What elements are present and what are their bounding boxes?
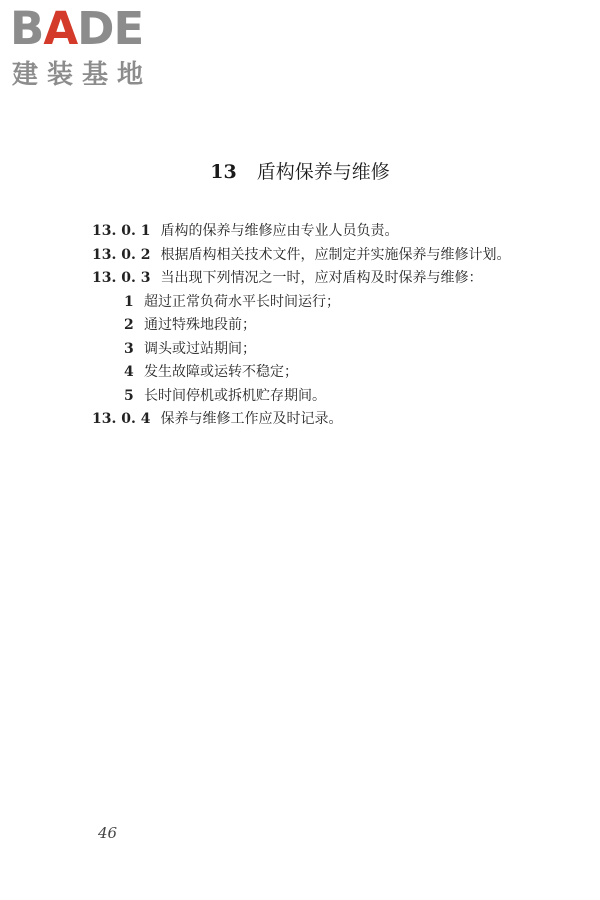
clause-number: 13. 0. 3: [92, 270, 151, 286]
clause-number: 13. 0. 2: [92, 246, 151, 263]
chapter-heading: 盾构保养与维修: [256, 161, 390, 183]
clause: [92, 267, 544, 291]
clause-number: 13. 0. 4: [92, 411, 151, 427]
item-text: 调头或过站期间；: [144, 340, 256, 357]
clause: [92, 408, 544, 432]
page-number: 46: [98, 824, 118, 842]
item-number: 3: [124, 340, 134, 357]
clause: [92, 244, 544, 268]
clause-text: 盾构的保养与维修应由专业人员负责。: [160, 223, 399, 239]
item-number: 1: [124, 293, 134, 310]
list-item: [92, 291, 544, 315]
item-text: 长时间停机或拆机贮存期间。: [144, 387, 326, 404]
item-number: 2: [124, 317, 134, 333]
chapter-number: 13: [210, 161, 237, 183]
item-text: 通过特殊地段前；: [144, 317, 256, 333]
clause: [92, 220, 544, 244]
logo-accent-letter: A: [43, 2, 78, 55]
logo-wordmark: BADE: [10, 2, 144, 55]
logo-subtitle: 建装基地: [12, 60, 153, 90]
clause-number: 13. 0. 1: [92, 223, 151, 239]
clause-list: [92, 220, 544, 432]
clause-text: 保养与维修工作应及时记录。: [160, 411, 343, 427]
item-number: 5: [124, 387, 134, 404]
list-item: [92, 314, 544, 338]
item-text: 超过正常负荷水平长时间运行；: [144, 293, 340, 310]
list-item: [92, 385, 544, 409]
chapter-title: [0, 158, 600, 186]
item-number: 4: [124, 364, 134, 380]
clause-text: 根据盾构相关技术文件，应制定并实施保养与维修计划。: [160, 246, 511, 263]
list-item: [92, 361, 544, 385]
list-item: [92, 338, 544, 362]
logo: [10, 2, 175, 96]
item-text: 发生故障或运转不稳定；: [144, 364, 298, 380]
clause-text: 当出现下列情况之一时，应对盾构及时保养与维修：: [160, 270, 483, 286]
